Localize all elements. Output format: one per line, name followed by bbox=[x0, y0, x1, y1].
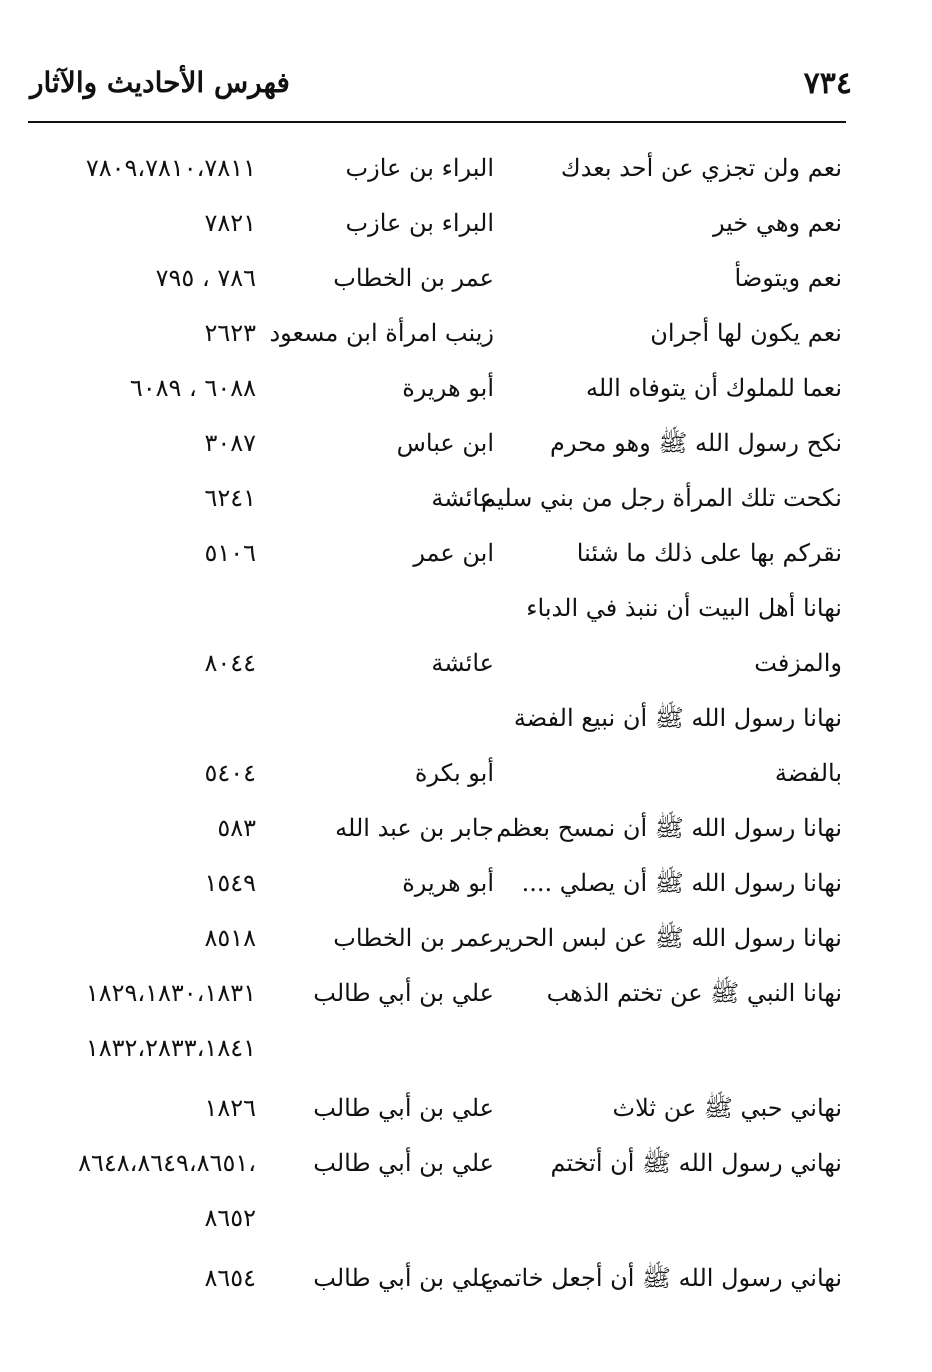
reference-numbers: ١٨٢٦ bbox=[204, 1094, 256, 1122]
index-entry bbox=[0, 144, 932, 192]
reference-numbers: ١٥٤٩ bbox=[204, 869, 256, 897]
reference-numbers: ٨٠٤٤ bbox=[204, 649, 256, 677]
reference-numbers: ٣٠٨٧ bbox=[204, 429, 256, 457]
reference-numbers: ٢٦٢٣ bbox=[204, 319, 256, 347]
index-entry bbox=[0, 474, 932, 522]
index-entry bbox=[0, 584, 932, 632]
hadith-text: نقركم بها على ذلك ما شئنا bbox=[576, 539, 842, 567]
hadith-text: نعم يكون لها أجران bbox=[650, 319, 842, 347]
page-header bbox=[0, 0, 932, 124]
reference-numbers: ٧٨٠٩،٧٨١٠،٧٨١١ bbox=[85, 154, 256, 182]
reference-numbers: ٧٨٦ ، ٧٩٥ bbox=[155, 264, 256, 292]
hadith-text: نعم ولن تجزي عن أحد بعدك bbox=[560, 154, 842, 182]
narrator-name: ابن عباس bbox=[396, 429, 494, 457]
running-title: فهرس الأحاديث والآثار bbox=[30, 66, 290, 99]
index-entry bbox=[0, 639, 932, 687]
hadith-text: نهاني رسول الله ﷺ أن أجعل خاتمي bbox=[480, 1264, 842, 1292]
hadith-text: نعم ويتوضأ bbox=[734, 264, 842, 292]
reference-numbers: ٦٠٨٨ ، ٦٠٨٩ bbox=[129, 374, 256, 402]
hadith-text: نكح رسول الله ﷺ وهو محرم bbox=[550, 429, 842, 457]
hadith-text: نعم وهي خير bbox=[712, 209, 842, 237]
narrator-name: زينب امرأة ابن مسعود bbox=[269, 319, 494, 347]
hadith-text: نهانا النبي ﷺ عن تختم الذهب bbox=[546, 979, 842, 1007]
narrator-name: أبو هريرة bbox=[402, 374, 494, 402]
reference-numbers: ٦٢٤١ bbox=[204, 484, 256, 512]
reference-numbers: ٥٤٠٤ bbox=[204, 759, 256, 787]
index-entry bbox=[0, 419, 932, 467]
narrator-name: البراء بن عازب bbox=[345, 154, 494, 182]
index-entry bbox=[0, 804, 932, 852]
index-entry bbox=[0, 254, 932, 302]
narrator-name: علي بن أبي طالب bbox=[313, 1149, 494, 1177]
narrator-name: أبو بكرة bbox=[414, 759, 494, 787]
narrator-name: عمر بن الخطاب bbox=[333, 264, 494, 292]
index-entry bbox=[0, 1194, 932, 1242]
index-entry bbox=[0, 969, 932, 1017]
index-entry bbox=[0, 309, 932, 357]
reference-numbers: ١٨٣٢،٢٨٣٣،١٨٤١ bbox=[85, 1034, 256, 1062]
index-entry bbox=[0, 859, 932, 907]
hadith-text: والمزفت bbox=[754, 649, 842, 677]
narrator-name: علي بن أبي طالب bbox=[313, 979, 494, 1007]
hadith-text: نهانا رسول الله ﷺ أن نمسح بعظم bbox=[496, 814, 842, 842]
hadith-text: نهانا رسول الله ﷺ أن نبيع الفضة bbox=[513, 704, 842, 732]
index-entry bbox=[0, 694, 932, 742]
reference-numbers: ٧٨٢١ bbox=[204, 209, 256, 237]
narrator-name: عائشة bbox=[431, 649, 494, 677]
index-entry bbox=[0, 199, 932, 247]
index-entry bbox=[0, 1254, 932, 1302]
reference-numbers: ٥٨٣ bbox=[217, 814, 256, 842]
reference-numbers: ٨٦٥٢ bbox=[204, 1204, 256, 1232]
hadith-text: نهاني حبي ﷺ عن ثلاث bbox=[612, 1094, 842, 1122]
index-entry bbox=[0, 749, 932, 797]
header-rule bbox=[28, 121, 846, 123]
hadith-text: نهانا رسول الله ﷺ أن يصلي .... bbox=[521, 869, 842, 897]
reference-numbers: ١٨٢٩،١٨٣٠،١٨٣١ bbox=[85, 979, 256, 1007]
index-entry bbox=[0, 1024, 932, 1072]
hadith-text: نعما للملوك أن يتوفاه الله bbox=[586, 374, 842, 402]
narrator-name: علي بن أبي طالب bbox=[313, 1094, 494, 1122]
reference-numbers: ٨٦٤٨،٨٦٤٩،٨٦٥١، bbox=[78, 1149, 256, 1177]
hadith-text: بالفضة bbox=[774, 759, 842, 787]
hadith-text: نهانا أهل البيت أن ننبذ في الدباء bbox=[526, 594, 842, 622]
hadith-text: نهاني رسول الله ﷺ أن أتختم bbox=[550, 1149, 842, 1177]
narrator-name: أبو هريرة bbox=[402, 869, 494, 897]
narrator-name: جابر بن عبد الله bbox=[335, 814, 494, 842]
hadith-text: نهانا رسول الله ﷺ عن لبس الحرير bbox=[491, 924, 842, 952]
index-entry bbox=[0, 529, 932, 577]
narrator-name: عائشة bbox=[431, 484, 494, 512]
index-entry bbox=[0, 1139, 932, 1187]
narrator-name: ابن عمر bbox=[413, 539, 494, 567]
narrator-name: البراء بن عازب bbox=[345, 209, 494, 237]
reference-numbers: ٨٥١٨ bbox=[204, 924, 256, 952]
index-entry bbox=[0, 364, 932, 412]
hadith-text: نكحت تلك المرأة رجل من بني سليم bbox=[481, 484, 842, 512]
narrator-name: عمر بن الخطاب bbox=[333, 924, 494, 952]
reference-numbers: ٨٦٥٤ bbox=[204, 1264, 256, 1292]
page-number: ٧٣٤ bbox=[803, 66, 852, 101]
narrator-name: علي بن أبي طالب bbox=[313, 1264, 494, 1292]
index-entry bbox=[0, 1084, 932, 1132]
index-entry bbox=[0, 914, 932, 962]
reference-numbers: ٥١٠٦ bbox=[204, 539, 256, 567]
